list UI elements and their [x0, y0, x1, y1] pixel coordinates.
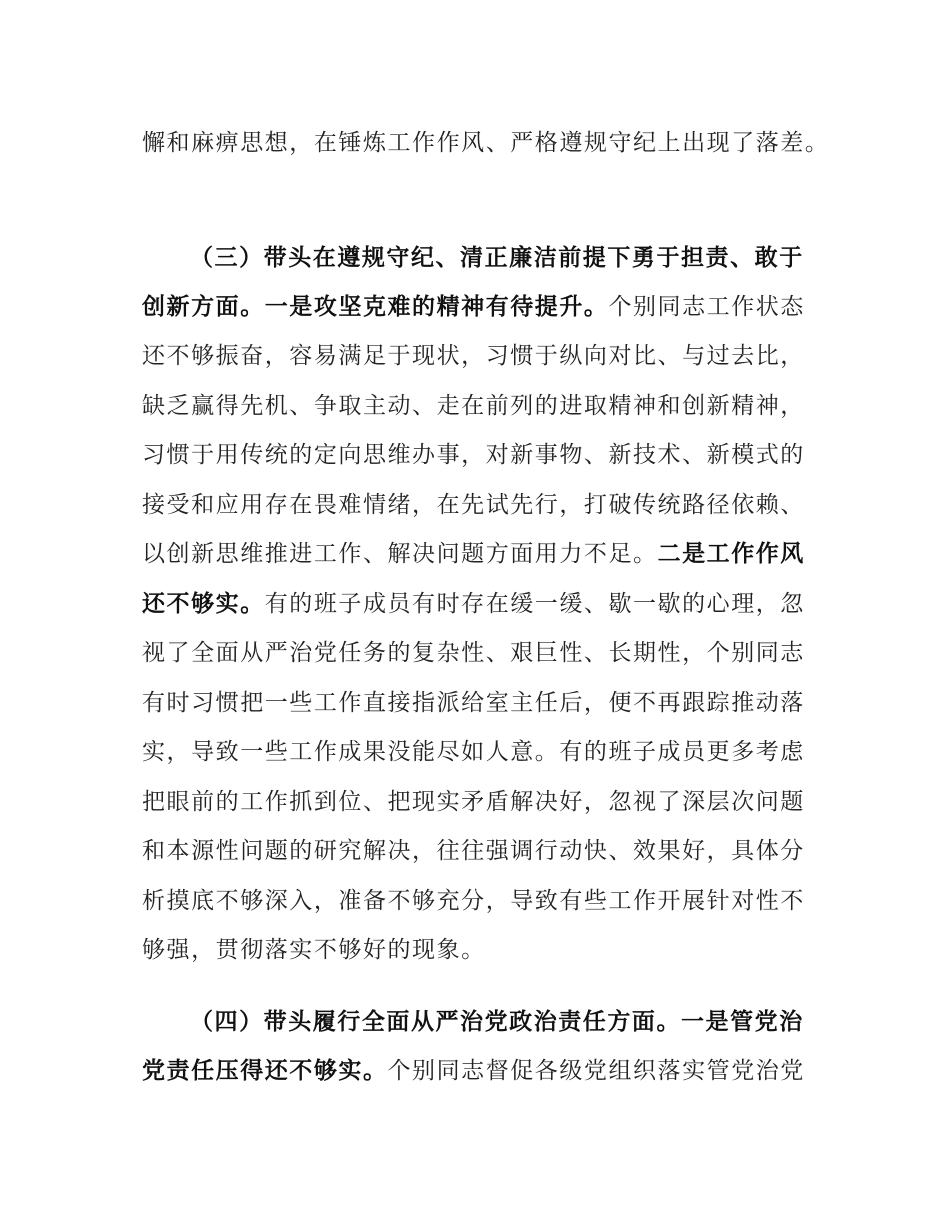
section-heading-3	[190, 238, 804, 278]
text-line	[142, 881, 805, 921]
text-segment: 视了全面从严治党任务的复杂性、艰巨性、长期性，个别同志	[142, 640, 805, 666]
text-line	[142, 831, 805, 871]
text-line	[142, 732, 805, 772]
text-segment: 有的班子成员有时存在缓一缓、歇一歇的心理，忽	[264, 591, 805, 617]
text-segment-bold: 创新方面。一是攻坚克难的精神有待提升。	[142, 294, 609, 320]
text-segment: 习惯于用传统的定向思维办事，对新事物、新技术、新模式的	[142, 442, 805, 468]
text-line	[142, 287, 805, 327]
text-line	[142, 123, 829, 163]
section-heading-4	[190, 1002, 804, 1042]
text-segment: 接受和应用存在畏难情绪，在先试先行，打破传统路径依赖、	[142, 492, 805, 518]
text-segment-bold: 还不够实。	[142, 591, 265, 617]
text-segment: 把眼前的工作抓到位、把现实矛盾解决好，忽视了深层次问题	[142, 789, 805, 815]
text-line	[142, 534, 805, 574]
text-line	[142, 1051, 805, 1091]
text-line	[142, 782, 805, 822]
text-segment: 实，导致一些工作成果没能尽如人意。有的班子成员更多考虑	[142, 739, 805, 765]
text-segment: 还不够振奋，容易满足于现状，习惯于纵向对比、与过去比，	[142, 343, 805, 369]
text-segment: 个别同志督促各级党组织落实管党治党	[387, 1058, 805, 1084]
text-line	[142, 930, 486, 970]
text-segment: 个别同志工作状态	[608, 294, 805, 320]
text-line	[142, 435, 805, 475]
text-line	[142, 633, 805, 673]
text-line	[142, 485, 805, 525]
text-segment: 析摸底不够深入，准备不够充分，导致有些工作开展针对性不	[142, 888, 805, 914]
text-segment: 懈和麻痹思想，在锤炼工作作风、严格遵规守纪上出现了落差。	[142, 130, 830, 156]
text-segment: 够强，贯彻落实不够好的现象。	[142, 937, 486, 963]
text-line	[142, 683, 805, 723]
text-segment: 有时习惯把一些工作直接指派给室主任后，便不再跟踪推动落	[142, 690, 805, 716]
text-segment: 以创新思维推进工作、解决问题方面用力不足。	[142, 541, 658, 567]
text-segment: （三）带头在遵规守纪、清正廉洁前提下勇于担责、敢于	[190, 245, 804, 271]
text-segment: 和本源性问题的研究解决，往往强调行动快、效果好，具体分	[142, 838, 805, 864]
text-segment-bold: 二是工作作风	[657, 541, 805, 567]
text-segment: （四）带头履行全面从严治党政治责任方面。一是管党治	[190, 1009, 804, 1035]
text-line	[142, 386, 805, 426]
text-segment-bold: 党责任压得还不够实。	[142, 1058, 388, 1084]
text-line	[142, 336, 805, 376]
text-line	[142, 584, 805, 624]
text-segment: 缺乏赢得先机、争取主动、走在前列的进取精神和创新精神，	[142, 393, 805, 419]
